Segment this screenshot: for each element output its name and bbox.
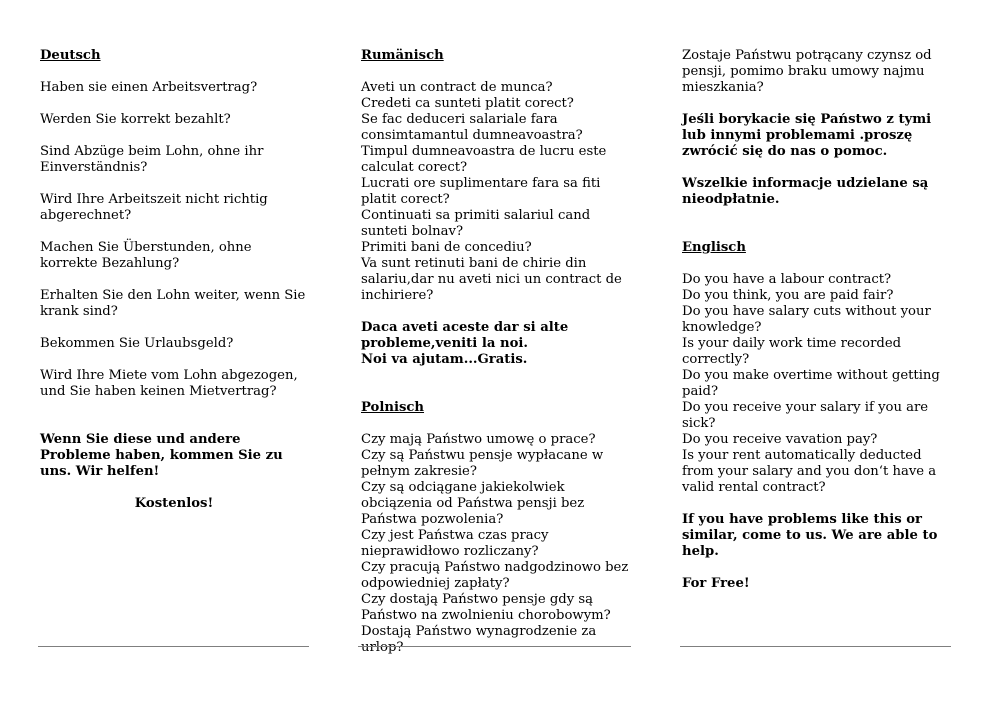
question-pl-4: Czy jest Państwa czas pracy nieprawidłowo rozliczany? [361,528,549,559]
question-en-3: Do you have salary cuts without your knowledge? [682,304,931,335]
question-en-8: Is your rent automatically deducted from your salary and you don‘t have a valid rental contract? [682,448,937,495]
question-ro-5: Lucrati ore suplimentare fara sa fiti platit corect? [361,176,601,207]
column-polnisch-englisch [682,48,952,592]
divider-line-3 [680,646,951,647]
question-pl-2: Czy są Państwu pensje wypłacane w pełnym zakresie? [361,448,604,479]
question-en-4: Is your daily work time recorded correctly? [682,336,902,367]
call-to-action-polnisch: Jeśli borykacie się Państwo z tymi lub innymi problemami .proszę zwrócić się do nas o pomoc. [682,112,932,159]
call-to-action-deutsch: Wenn Sie diese und andere Probleme haben, kommen Sie zu uns. Wir helfen! [40,432,283,479]
question-de-2: Werden Sie korrekt bezahlt? [40,112,231,127]
question-de-3: Sind Abzüge beim Lohn, ohne ihr Einverständnis? [40,144,264,175]
heading-polnisch: Polnisch [361,400,425,415]
question-en-5: Do you make overtime without getting paid? [682,368,940,399]
heading-rumaenisch: Rumänisch [361,48,444,63]
question-pl-3: Czy są odciągane jakiekolwiek obciązenia od Państwa pensji bez Państwa pozwolenia? [361,480,585,527]
question-de-5: Machen Sie Überstunden, ohne korrekte Bezahlung? [40,240,252,271]
question-de-6: Erhalten Sie den Lohn weiter, wenn Sie krank sind? [40,288,306,319]
call-to-action-englisch: If you have problems like this or similar, come to us. We are able to help. [682,512,938,559]
question-de-7: Bekommen Sie Urlaubsgeld? [40,336,234,351]
question-pl-5: Czy pracują Państwo nadgodzinowo bez odpowiedniej zapłaty? [361,560,629,591]
question-ro-8: Va sunt retinuti bani de chirie din salariu,dar nu aveti nici un contract de inchiriere? [361,256,622,303]
help-free-rumaenisch: Noi va ajutam...Gratis. [361,352,528,367]
free-notice-englisch: For Free! [682,576,750,591]
question-ro-1: Aveti un contract de munca? [361,80,553,95]
column-rumaenisch-polnisch [361,48,631,656]
free-notice-polnisch: Wszelkie informacje udzielane są nieodpłatnie. [682,176,929,207]
call-to-action-rumaenisch: Daca aveti aceste dar si alte probleme,veniti la noi. [361,320,569,351]
heading-deutsch: Deutsch [40,48,101,63]
question-de-8: Wird Ihre Miete vom Lohn abgezogen, und Sie haben keinen Mietvertrag? [40,368,298,399]
question-en-2: Do you think, you are paid fair? [682,288,894,303]
free-notice-deutsch: Kostenlos! [134,496,214,511]
question-pl-1: Czy mają Państwo umowę o prace? [361,432,596,447]
column-deutsch [40,48,308,512]
question-ro-7: Primiti bani de concediu? [361,240,532,255]
question-pl-8: Zostaje Państwu potrącany czynsz od pensji, pomimo braku umowy najmu mieszkania? [682,48,932,95]
question-en-1: Do you have a labour contract? [682,272,892,287]
divider-line-1 [38,646,309,647]
question-de-4: Wird Ihre Arbeitszeit nicht richtig abgerechnet? [40,192,268,223]
question-ro-6: Continuati sa primiti salariul cand sunteti bolnav? [361,208,591,239]
question-ro-3: Se fac deduceri salariale fara consimtamantul dumneavoastra? [361,112,583,143]
question-ro-2: Credeti ca sunteti platit corect? [361,96,574,111]
question-pl-6: Czy dostają Państwo pensje gdy są Państwo na zwolnieniu chorobowym? [361,592,611,623]
question-en-6: Do you receive your salary if you are sick? [682,400,929,431]
question-ro-4: Timpul dumneavoastra de lucru este calculat corect? [361,144,607,175]
question-en-7: Do you receive vavation pay? [682,432,878,447]
question-de-1: Haben sie einen Arbeitsvertrag? [40,80,258,95]
question-pl-7: Dostają Państwo wynagrodzenie za urlop? [361,624,597,655]
divider-line-2 [358,646,631,647]
heading-englisch: Englisch [682,240,746,255]
